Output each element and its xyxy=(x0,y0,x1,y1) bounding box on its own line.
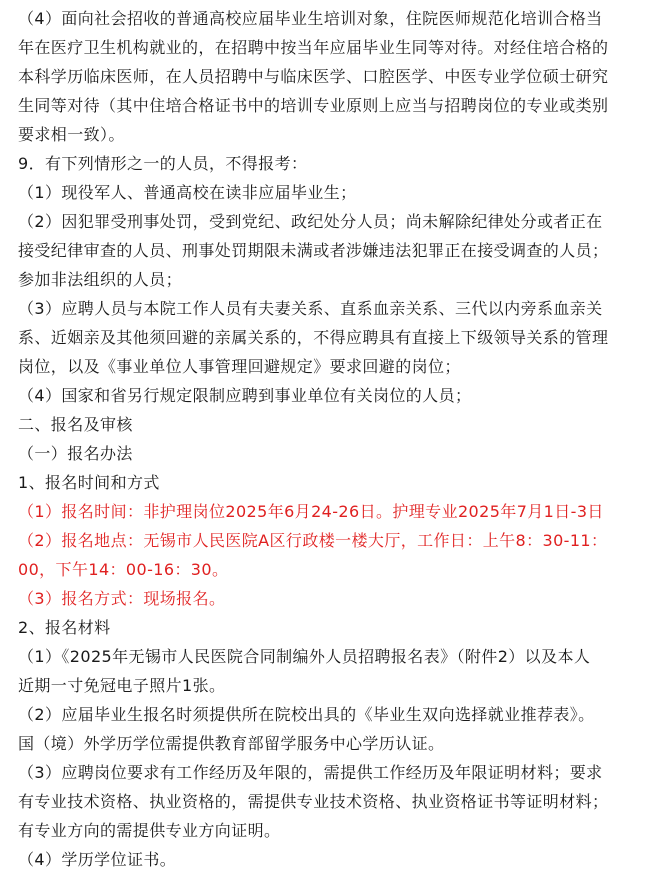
text-line: 近期一寸免冠电子照片1张。 xyxy=(18,676,226,695)
item-heading: 2、报名材料 xyxy=(18,618,111,637)
text-line: 本科学历临床医师，在人员招聘中与临床医学、口腔医学、中医专业学位硕士研究 xyxy=(18,67,609,86)
text-line: （4）国家和省另行规定限制应聘到事业单位有关岗位的人员； xyxy=(18,386,472,405)
text-line: 有专业技术资格、执业资格的，需提供专业技术资格、执业资格证书等证明材料； xyxy=(18,792,609,811)
text-line: （1）《2025年无锡市人民医院合同制编外人员招聘报名表》（附件2）以及本人 xyxy=(18,647,591,666)
text-line: 生同等对待（其中住培合格证书中的培训专业原则上应当与招聘岗位的专业或类别 xyxy=(18,96,609,115)
text-line: （1）现役军人、普通高校在读非应届毕业生； xyxy=(18,183,357,202)
text-line: 系、近姻亲及其他须回避的亲属关系的，不得应聘具有直接上下级领导关系的管理 xyxy=(18,328,609,347)
highlight-line: 00，下午14：00-16：30。 xyxy=(18,560,229,579)
highlight-line: （3）报名方式：现场报名。 xyxy=(18,589,226,608)
text-line: （2）因犯罪受刑事处罚，受到党纪、政纪处分人员；尚未解除纪律处分或者正在 xyxy=(18,212,603,231)
highlight-line: （2）报名地点：无锡市人民医院A区行政楼一楼大厅，工作日：上午8：30-11： xyxy=(18,531,608,550)
text-line: 9．有下列情形之一的人员，不得报考： xyxy=(18,154,308,173)
subsection-heading: （一）报名办法 xyxy=(18,444,133,463)
text-line: 有专业方向的需提供专业方向证明。 xyxy=(18,821,281,840)
section-heading: 二、报名及审核 xyxy=(18,415,133,434)
text-line: 年在医疗卫生机构就业的，在招聘中按当年应届毕业生同等对待。对经住培合格的 xyxy=(18,38,609,57)
item-heading: 1、报名时间和方式 xyxy=(18,473,160,492)
text-line: 国（境）外学历学位需提供教育部留学服务中心学历认证。 xyxy=(18,734,445,753)
text-line: 岗位，以及《事业单位人事管理回避规定》要求回避的岗位； xyxy=(18,357,461,376)
text-line: （4）面向社会招收的普通高校应届毕业生培训对象，住院医师规范化培训合格当 xyxy=(18,9,603,28)
text-line: 要求相一致）。 xyxy=(18,125,125,144)
text-line: （2）应届毕业生报名时须提供所在院校出具的《毕业生双向选择就业推荐表》。 xyxy=(18,705,595,724)
highlight-line: （1）报名时间：非护理岗位2025年6月24-26日。护理专业2025年7月1日-3日 xyxy=(18,502,604,521)
text-line: （3）应聘人员与本院工作人员有夫妻关系、直系血亲关系、三代以内旁系血亲关 xyxy=(18,299,603,318)
text-line: 接受纪律审查的人员、刑事处罚期限未满或者涉嫌违法犯罪正在接受调查的人员； xyxy=(18,241,609,260)
text-line: 参加非法组织的人员； xyxy=(18,270,183,289)
text-line: （4）学历学位证书。 xyxy=(18,850,177,869)
text-line: （3）应聘岗位要求有工作经历及年限的，需提供工作经历及年限证明材料；要求 xyxy=(18,763,603,782)
